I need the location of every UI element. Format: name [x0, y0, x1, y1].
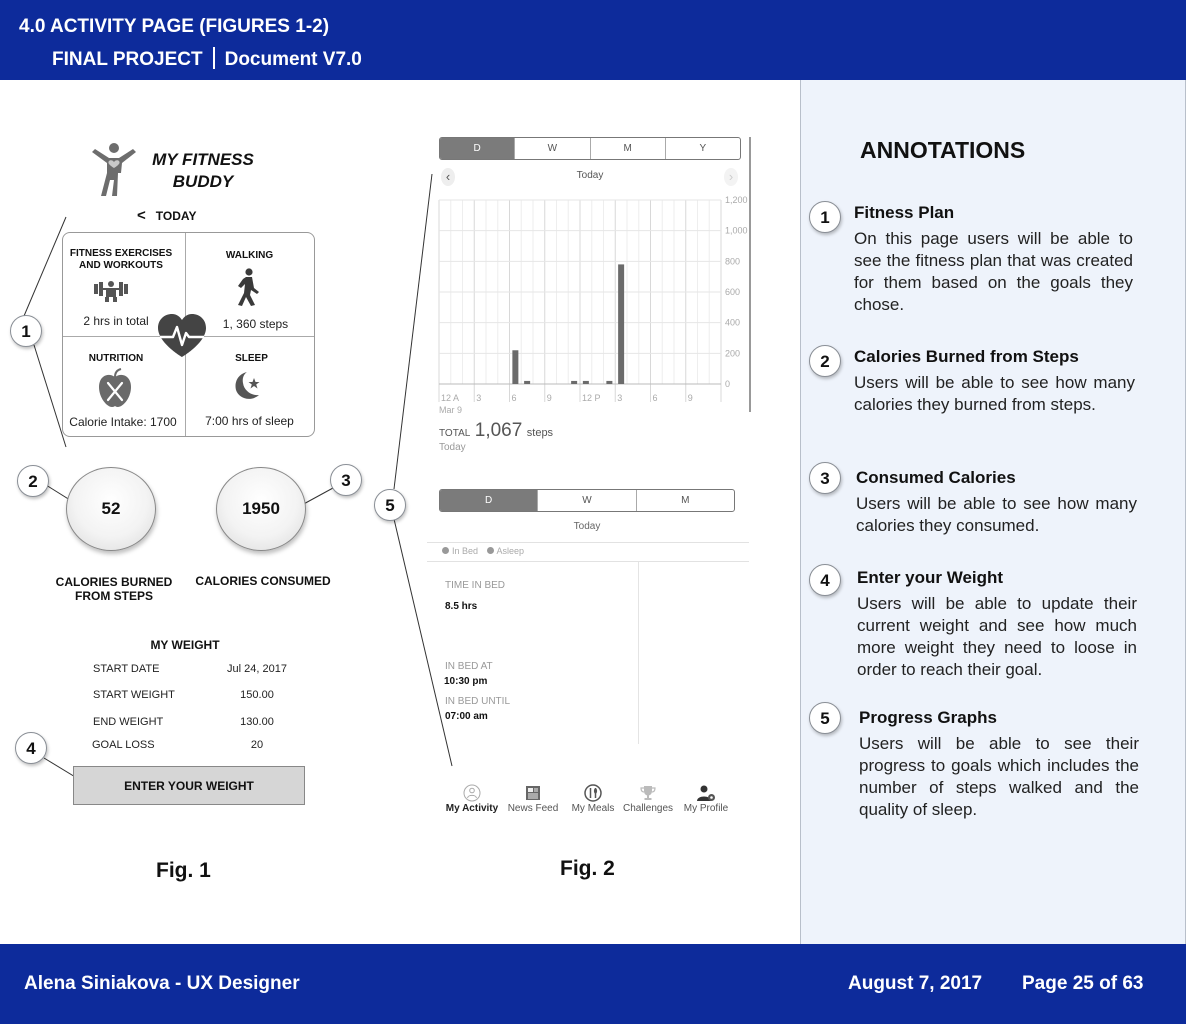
steps-bar	[583, 381, 589, 384]
document-date: August 7, 2017	[848, 973, 983, 994]
weightlifting-icon	[94, 280, 128, 302]
callout-1: 1	[10, 315, 42, 347]
apple-utensils-icon	[97, 368, 133, 408]
nav-my-meals[interactable]	[566, 784, 620, 814]
x-tick-label: 12 P	[582, 393, 601, 403]
legend-dot-icon	[442, 547, 449, 554]
document-version: Document V7.0	[224, 49, 362, 70]
in-bed-until-label: IN BED UNTIL	[445, 696, 511, 707]
author-name: Alena Siniakova - UX Designer	[24, 973, 300, 994]
weight-row-label: END WEIGHT	[93, 716, 164, 728]
in-bed-until-value: 07:00 am	[445, 711, 488, 722]
x-tick-label: 9	[546, 393, 552, 403]
fitness-exercises-value: 2 hrs in total	[83, 314, 149, 328]
sleep-period-tabs[interactable]	[439, 489, 735, 512]
tab-month[interactable]: M	[636, 490, 734, 511]
x-tick-label: 6	[652, 393, 658, 403]
trophy-icon	[639, 784, 657, 802]
annotation-text: Users will be able to see how many calories they consumed.	[856, 494, 1137, 535]
figure-2-caption: Fig. 2	[560, 857, 615, 880]
weight-row-label: START DATE	[93, 663, 160, 675]
calories-consumed-label: CALORIES CONSUMED	[195, 574, 331, 588]
my-weight-title: MY WEIGHT	[150, 638, 220, 652]
total-prefix: TOTAL	[439, 428, 471, 439]
newspaper-icon	[524, 784, 542, 802]
steps-period-tabs[interactable]	[439, 137, 741, 160]
nav-label: My Profile	[683, 803, 729, 814]
enter-weight-button[interactable]: ENTER YOUR WEIGHT	[73, 766, 305, 805]
in-bed-at-value: 10:30 pm	[444, 676, 488, 687]
steps-bar	[606, 381, 612, 384]
total-value: 1,067	[474, 420, 523, 441]
annotation-title: Enter your Weight	[857, 568, 1004, 587]
steps-bar	[571, 381, 577, 384]
chevron-right-icon[interactable]: ›	[724, 168, 738, 186]
tab-year[interactable]: Y	[665, 138, 740, 159]
annotation-text: Users will be able to update their current weight and see how much more weight they need to loose in order to reach their goal.	[857, 594, 1137, 679]
leader-5-bottom	[394, 519, 452, 766]
annotation-title: Fitness Plan	[854, 203, 955, 222]
y-tick-label: 400	[725, 317, 741, 328]
weight-row-label: START WEIGHT	[93, 689, 175, 701]
time-in-bed-value: 8.5 hrs	[445, 601, 478, 612]
annotation-text: On this page users will be able to see the fitness plan that was created for them based on the goals they chose.	[854, 229, 1133, 314]
walking-person-icon	[235, 268, 261, 306]
nav-label: My Meals	[571, 803, 615, 814]
today-navigation[interactable]	[137, 207, 196, 224]
x-date-label: Mar 9	[439, 405, 463, 415]
today-label: TODAY	[155, 209, 197, 223]
weight-row-value: 20	[250, 739, 264, 751]
annotation-text: Users will be able to see their progress to goals which includes the number of steps walked and the quality of sleep.	[859, 734, 1139, 819]
nav-label: My Activity	[445, 803, 499, 814]
annotations-panel	[800, 80, 1186, 944]
tab-day[interactable]: D	[440, 490, 537, 511]
annotation-number: 3	[809, 462, 841, 494]
sleep-value: 7:00 hrs of sleep	[205, 414, 294, 428]
steps-bar	[512, 350, 518, 384]
annotation-text: Users will be able to see how many calories they burned from steps.	[854, 373, 1135, 414]
legend-dot-icon	[487, 547, 494, 554]
steps-bar-chart	[425, 190, 751, 422]
weight-row-value: Jul 24, 2017	[227, 663, 287, 675]
app-brand-name: MY FITNESS BUDDY	[152, 150, 254, 191]
annotation-title: Calories Burned from Steps	[854, 347, 1079, 366]
annotation-number: 1	[809, 201, 841, 233]
steps-total	[439, 420, 553, 442]
weight-row-value: 130.00	[240, 716, 274, 728]
heartbeat-icon	[156, 313, 208, 359]
activity-person-icon	[463, 784, 481, 802]
callout-2: 2	[17, 465, 49, 497]
steps-bar	[524, 381, 530, 384]
sleep-column-divider	[638, 562, 639, 744]
nav-label: Challenges	[622, 803, 674, 814]
nav-news-feed[interactable]	[505, 784, 561, 814]
annotation-item	[854, 347, 1135, 416]
moon-star-icon	[233, 370, 267, 402]
tab-day[interactable]: D	[440, 138, 514, 159]
calories-consumed-circle: 1950	[216, 467, 306, 551]
nav-my-profile[interactable]	[680, 784, 732, 814]
y-tick-label: 800	[725, 256, 741, 267]
x-tick-label: 6	[511, 393, 517, 403]
calories-burned-label: CALORIES BURNED FROM STEPS	[55, 575, 173, 603]
tab-week[interactable]: W	[514, 138, 589, 159]
fitness-person-icon	[90, 142, 138, 196]
nav-label: News Feed	[507, 803, 559, 814]
profile-gear-icon	[696, 784, 716, 802]
total-subtitle: Today	[439, 442, 466, 453]
annotation-item	[854, 203, 1133, 316]
nav-my-activity[interactable]	[443, 784, 501, 814]
x-tick-label: 12 A	[441, 393, 460, 403]
x-tick-label: 9	[687, 393, 693, 403]
y-tick-label: 200	[725, 348, 741, 359]
annotation-item	[857, 568, 1137, 681]
legend-in-bed: In Bed	[452, 546, 479, 556]
y-tick-label: 1,200	[725, 195, 748, 205]
figure-1-caption: Fig. 1	[156, 859, 211, 882]
fitness-exercises-title: FITNESS EXERCISES AND WORKOUTS	[69, 248, 173, 271]
nutrition-title: NUTRITION	[88, 353, 144, 364]
annotation-number: 5	[809, 702, 841, 734]
annotation-title: Consumed Calories	[856, 468, 1016, 487]
in-bed-at-label: IN BED AT	[445, 661, 493, 672]
legend-asleep: Asleep	[496, 546, 525, 556]
y-tick-label: 0	[725, 379, 731, 389]
chevron-left-icon[interactable]: <	[137, 207, 146, 224]
plate-utensils-icon	[584, 784, 602, 802]
callout-3: 3	[330, 464, 362, 496]
annotations-title: ANNOTATIONS	[860, 137, 1026, 163]
tab-week[interactable]: W	[537, 490, 635, 511]
annotation-item	[859, 708, 1139, 821]
y-tick-label: 600	[725, 287, 741, 297]
sleep-divider	[427, 542, 749, 543]
weight-row-value: 150.00	[240, 689, 274, 701]
sleep-legend	[442, 546, 524, 556]
y-tick-label: 1,000	[725, 225, 748, 236]
annotation-number: 2	[809, 345, 841, 377]
x-tick-label: 3	[617, 393, 623, 403]
x-tick-label: 3	[476, 393, 482, 403]
nav-challenges[interactable]	[620, 784, 676, 814]
leader-1-top	[24, 217, 66, 316]
callout-4: 4	[15, 732, 47, 764]
annotation-title: Progress Graphs	[859, 708, 997, 727]
section-title: 4.0 ACTIVITY PAGE (FIGURES 1-2)	[19, 16, 330, 37]
steps-chart-title: Today	[576, 170, 604, 181]
nutrition-value: Calorie Intake: 1700	[69, 415, 177, 429]
chevron-left-icon[interactable]: ‹	[441, 168, 455, 186]
callout-5: 5	[374, 489, 406, 521]
walking-title: WALKING	[225, 250, 274, 261]
sleep-chart-title: Today	[573, 521, 601, 532]
time-in-bed-label: TIME IN BED	[445, 580, 506, 591]
steps-bar	[618, 264, 624, 384]
annotation-number: 4	[809, 564, 841, 596]
tab-month[interactable]: M	[590, 138, 665, 159]
project-name: FINAL PROJECT	[52, 49, 203, 70]
total-unit: steps	[526, 427, 554, 439]
page-footer	[0, 944, 1186, 1024]
weight-row-label: GOAL LOSS	[92, 739, 155, 751]
annotation-item	[856, 468, 1137, 537]
sleep-title: SLEEP	[235, 353, 268, 364]
page-number: Page 25 of 63	[1022, 973, 1144, 994]
calories-burned-circle: 52	[66, 467, 156, 551]
sleep-divider	[427, 561, 749, 562]
walking-value: 1, 360 steps	[222, 317, 289, 331]
